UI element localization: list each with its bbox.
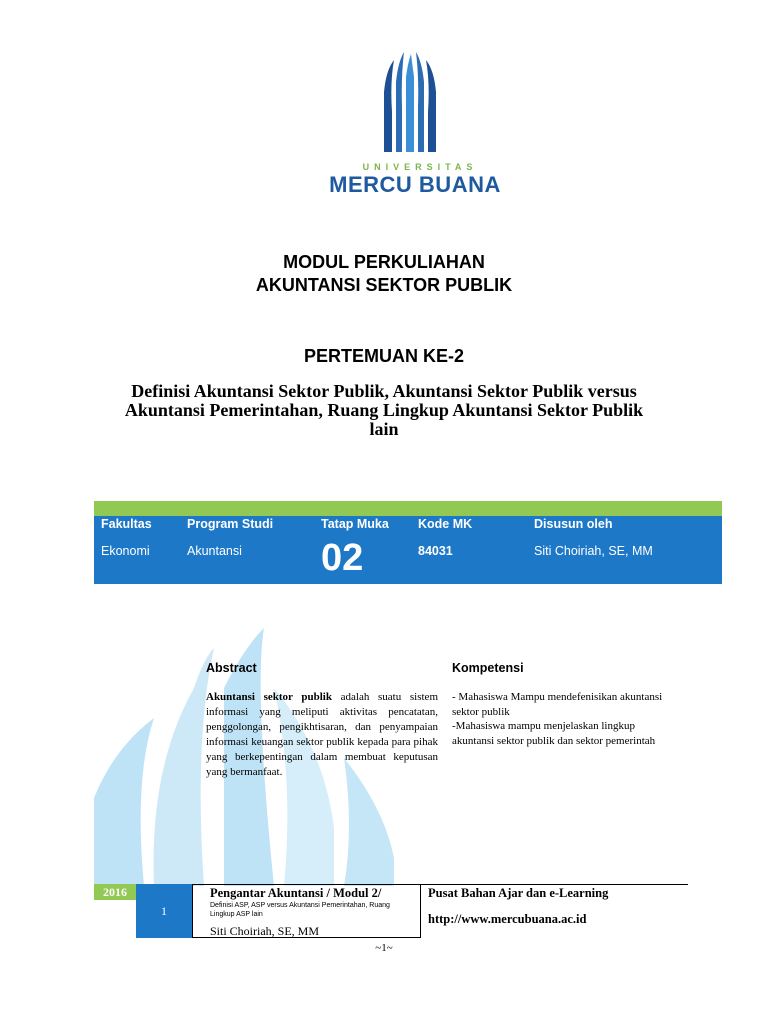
value-disusun-oleh: Siti Choiriah, SE, MM [534, 544, 653, 558]
kompetensi-item: -Mahasiswa mampu menjelaskan lingkup akuntansi sektor publik dan sektor pemerintah [452, 720, 656, 747]
footer-center-name: Pusat Bahan Ajar dan e-Learning [428, 886, 609, 900]
value-program-studi: Akuntansi [187, 544, 242, 558]
value-fakultas: Ekonomi [101, 544, 150, 558]
header-tatap-muka: Tatap Muka [321, 517, 389, 531]
topic-subtitle: Definisi Akuntansi Sektor Publik, Akuntansi Sektor Publik versus Akuntansi Pemerintahan, Ruang Lingkup Akuntansi Sektor Publik lain [124, 381, 644, 439]
course-title: AKUNTANSI SEKTOR PUBLIK [255, 275, 513, 295]
info-band-accent [94, 501, 722, 516]
meeting-title: PERTEMUAN KE-2 [303, 346, 464, 366]
header-kode-mk: Kode MK [418, 517, 473, 531]
value-kode-mk: 84031 [418, 544, 453, 558]
header-fakultas: Fakultas [101, 517, 152, 531]
footer-divider [421, 884, 688, 885]
logo-university-label: UNIVERSITAS [362, 162, 478, 172]
footer-url: http://www.mercubuana.ac.id [428, 912, 587, 926]
header-disusun-oleh: Disusun oleh [534, 517, 613, 531]
abstract-term: Akuntansi sektor publik [206, 691, 332, 703]
abstract-body: adalah suatu sistem informasi yang meliputi aktivitas pencatatan, penggolongan, pengikhtisaran, dan penyampaian informasi keuangan sektor publik kepada para pihak yang berkepentingan dalam membuat keputusan yang bermanfaat. [206, 691, 439, 778]
header-program-studi: Program Studi [187, 517, 274, 531]
kompetensi-item: - Mahasiswa Mampu mendefenisikan akuntansi sektor publik [452, 691, 663, 718]
mercu-buana-logo-icon [380, 52, 440, 152]
footer-description: Definisi ASP, ASP versus Akuntansi Pemerintahan, Ruang Lingkup ASP lain [210, 902, 390, 918]
page-marker: ~1~ [375, 942, 393, 954]
kompetensi-heading: Kompetensi [452, 661, 524, 675]
footer-year: 2016 [94, 884, 136, 900]
abstract-heading: Abstract [206, 661, 257, 675]
kompetensi-list [452, 690, 672, 748]
abstract-text [206, 690, 438, 780]
logo-university-name: MERCU BUANA [329, 172, 501, 197]
value-tatap-muka: 02 [321, 537, 364, 579]
module-title: MODUL PERKULIAHAN [283, 252, 485, 272]
footer-course: Pengantar Akuntansi / Modul 2/ [210, 886, 382, 900]
footer-page-number: 1 [161, 904, 167, 918]
footer-author: Siti Choiriah, SE, MM [210, 924, 320, 938]
